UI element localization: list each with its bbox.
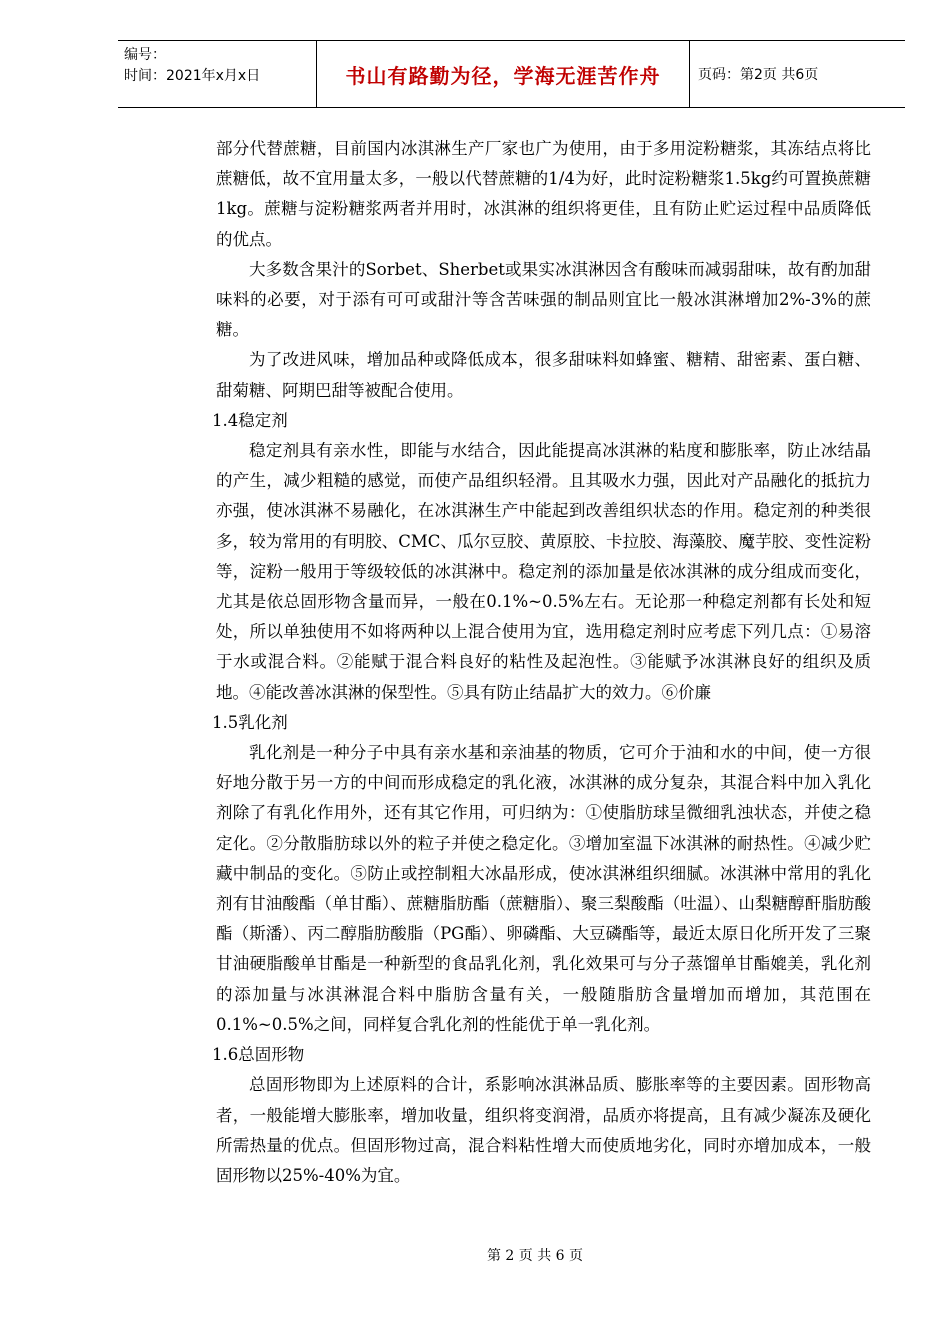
paragraph-sweetener-fruit: 大多数含果汁的Sorbet、Sherbet或果实冰淇淋因含有酸味而减弱甜味，故有酌加甜味料的必要，对于添有可可或甜汁等含苦味强的制品则宜比一般冰淇淋增加2%-3%的蔗糖。 — [216, 259, 871, 340]
document-time-label: 时间：2021年x月x日 — [124, 68, 261, 84]
section-heading-stabilizer: 1.4稳定剂 — [212, 410, 288, 430]
document-body — [212, 134, 871, 1191]
paragraph-sweetener-continued: 部分代替蔗糖，目前国内冰淇淋生产厂家也广为使用，由于多用淀粉糖浆，其冻结点将比蔗糖低，故不宜用量太多，一般以代替蔗糖的1/4为好，此时淀粉糖浆1.5kg约可置换蔗糖1kg。蔗糖与淀粉糖浆两者并用时，冰淇淋的组织将更佳，且有防止贮运过程中品质降低的优点。 — [216, 139, 871, 249]
paragraph-stabilizer: 稳定剂具有亲水性，即能与水结合，因此能提高冰淇淋的粘度和膨胀率，防止冰结晶的产生，减少粗糙的感觉，而使产品组织轻滑。且其吸水力强，因此对产品融化的抵抗力亦强，使冰淇淋不易融化，在冰淇淋生产中能起到改善组织状态的作用。稳定剂的种类很多，较为常用的有明胶、CMC、瓜尔豆胶、黄原胶、卡拉胶、海藻胶、魔芋胶、变性淀粉等，淀粉一般用于等级较低的冰淇淋中。稳定剂的添加量是依冰淇淋的成分组成而变化，尤其是依总固形物含量而异，一般在0.1%~0.5%左右。无论那一种稳定剂都有长处和短处，所以单独使用不如将两种以上混合使用为宜，选用稳定剂时应考虑下列几点：①易溶于水或混合料。②能赋于混合料良好的粘性及起泡性。③能赋予冰淇淋良好的组织及质地。④能改善冰淇淋的保型性。⑤具有防止结晶扩大的效力。⑥价廉 — [216, 441, 871, 702]
paragraph-sweetener-flavor: 为了改进风味，增加品种或降低成本，很多甜味料如蜂蜜、糖精、甜密素、蛋白糖、甜菊糖、阿期巴甜等被配合使用。 — [216, 350, 871, 400]
paragraph-emulsifier: 乳化剂是一种分子中具有亲水基和亲油基的物质，它可介于油和水的中间，使一方很好地分散于另一方的中间而形成稳定的乳化液，冰淇淋的成分复杂，其混合料中加入乳化剂除了有乳化作用外，还有其它作用，可归纳为：①使脂肪球呈微细乳浊状态，并使之稳定化。②分散脂肪球以外的粒子并使之稳定化。③增加室温下冰淇淋的耐热性。④减少贮藏中制品的变化。⑤防止或控制粗大冰晶形成，使冰淇淋组织细腻。冰淇淋中常用的乳化剂有甘油酸酯（单甘酯）、蔗糖脂肪酯（蔗糖脂）、聚三梨酸酯（吐温）、山梨糖醇酐脂肪酸酯（斯潘）、丙二醇脂肪酸脂（PG酯）、卵磷酯、大豆磷酯等，最近太原日化所开发了三聚甘油硬脂酸单甘酯是一种新型的食品乳化剂，乳化效果可与分子蒸馏单甘酯媲美，乳化剂的添加量与冰淇淋混合料中脂肪含量有关，一般随脂肪含量增加而增加，其范围在0.1%~0.5%之间，同样复合乳化剂的性能优于单一乳化剂。 — [216, 743, 871, 1034]
header-motto: 书山有路勤为径，学海无涯苦作舟 — [316, 41, 690, 107]
page-footer: 第 2 页 共 6 页 — [486, 1248, 584, 1264]
page-header — [118, 40, 905, 108]
section-heading-total-solids: 1.6总固形物 — [212, 1045, 305, 1065]
document-number-label: 编号： — [124, 47, 166, 63]
header-page-code: 页码：第2页 共6页 — [698, 67, 819, 83]
section-heading-emulsifier: 1.5乳化剂 — [212, 712, 288, 732]
header-meta — [118, 41, 316, 107]
paragraph-total-solids: 总固形物即为上述原料的合计，系影响冰淇淋品质、膨胀率等的主要因素。固形物高者，一般能增大膨胀率，增加收量，组织将变润滑，品质亦将提高，且有减少凝冻及硬化所需热量的优点。但固形物过高，混合料粘性增大而使质地劣化，同时亦增加成本，一般固形物以25%-40%为宜。 — [216, 1075, 871, 1185]
